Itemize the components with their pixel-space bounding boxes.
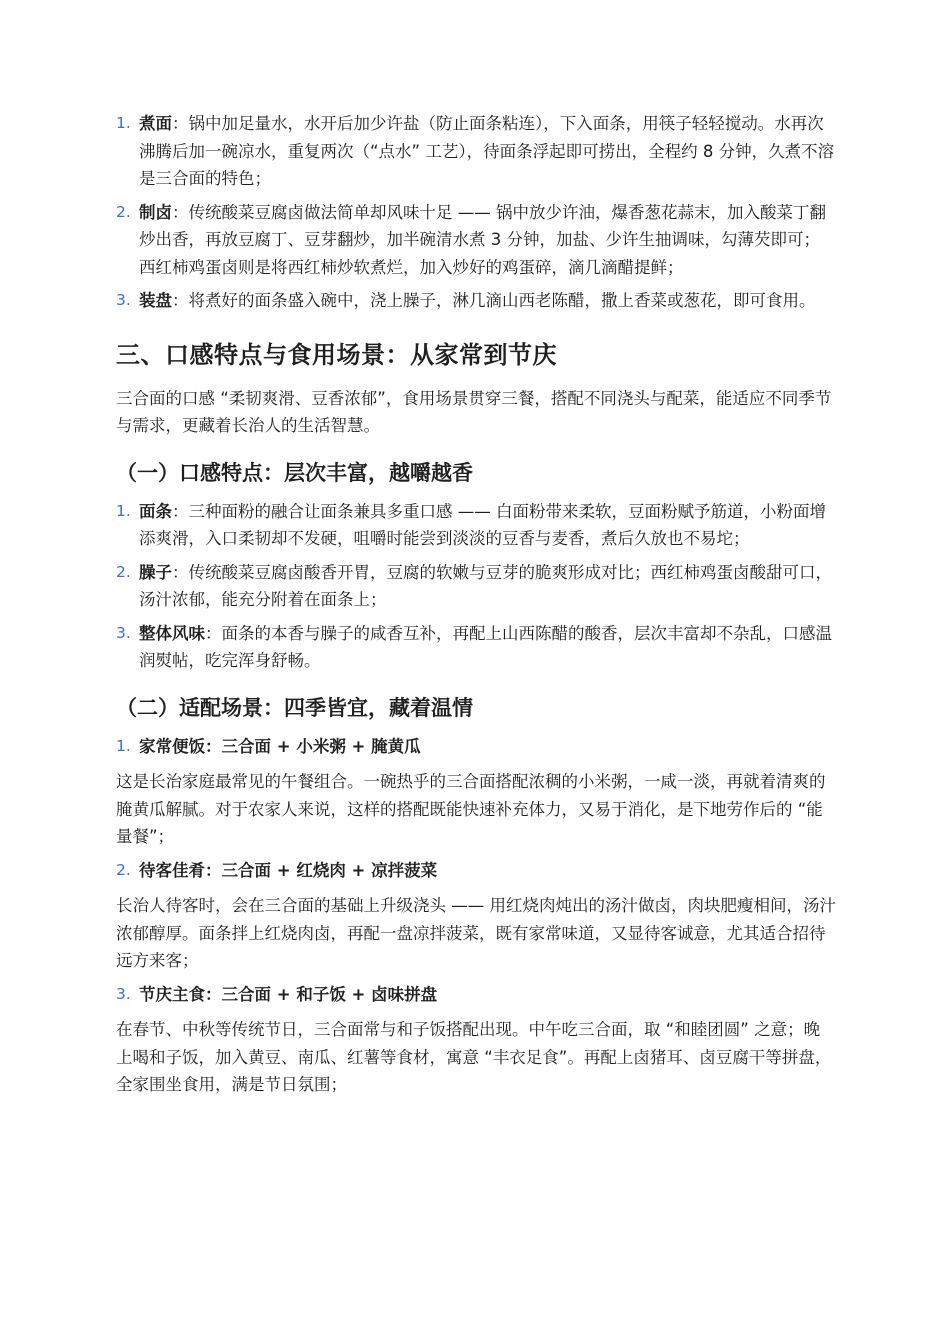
- step-text: ：传统酸菜豆腐卤做法简单却风味十足 —— 锅中放少许油，爆香葱花蒜末，加入酸菜丁翻炒出香，再放豆腐丁、豆芽翻炒，加半碗清水煮 3 分钟，加盐、少许生抽调味，勾薄芡即可；西红柿鸡蛋卤则是将西红柿炒软煮烂，加入炒好的鸡蛋碎，滴几滴醋提鲜；: [139, 202, 826, 277]
- scene-text-home: 这是长治家庭最常见的午餐组合。一碗热乎的三合面搭配浓稠的小米粥，一咸一淡，再就着清爽的腌黄瓜解腻。对于农家人来说，这样的搭配既能快速补充体力，又易于消化，是下地劳作后的 “能量餐”；: [116, 772, 826, 846]
- step-label: 制卤: [139, 202, 172, 222]
- subsection-heading-texture: （一）口感特点：层次丰富，越嚼越香: [116, 460, 473, 485]
- list-number: 2.: [116, 562, 131, 581]
- scene-title: 节庆主食：三合面 + 和子饭 + 卤味拼盘: [139, 984, 438, 1004]
- section-intro: 三合面的口感 “柔韧爽滑、豆香浓郁”，食用场景贯穿三餐，搭配不同浇头与配菜，能适应不同季节与需求，更藏着长治人的生活智慧。: [116, 388, 832, 435]
- texture-item-topping: [116, 559, 836, 614]
- scene-title: 待客佳肴：三合面 + 红烧肉 + 凉拌菠菜: [139, 860, 438, 880]
- scene-title: 家常便饭：三合面 + 小米粥 + 腌黄瓜: [139, 736, 421, 756]
- step-item-plate: [116, 287, 836, 315]
- step-item-boil: [116, 110, 836, 193]
- scene-text-festival: 在春节、中秋等传统节日，三合面常与和子饭搭配出现。中午吃三合面，取 “和睦团圆” 之意；晚上喝和子饭，加入黄豆、南瓜、红薯等食材，寓意 “丰衣足食”。再配上卤猪耳、卤豆腐干等拼盘，全家围坐食用，满是节日氛围；: [116, 1020, 832, 1094]
- item-text: ：面条的本香与臊子的咸香互补，再配上山西陈醋的酸香，层次丰富却不杂乱，口感温润熨帖，吃完浑身舒畅。: [139, 623, 832, 670]
- cooking-steps-list: [116, 110, 836, 315]
- list-number: 1.: [116, 501, 131, 520]
- item-label: 整体风味: [139, 623, 205, 643]
- item-label: 面条: [139, 501, 172, 521]
- scene-heading-guest: [116, 857, 836, 885]
- texture-item-noodle: [116, 498, 836, 553]
- scene-heading-festival: [116, 981, 836, 1009]
- list-number: 1.: [116, 114, 131, 132]
- subsection-heading-scenes: （二）适配场景：四季皆宜，藏着温情: [116, 695, 473, 720]
- item-text: ：三种面粉的融合让面条兼具多重口感 —— 白面粉带来柔软，豆面粉赋予筋道，小粉面增添爽滑，入口柔韧却不发硬，咀嚼时能尝到淡淡的豆香与麦香，煮后久放也不易坨；: [139, 501, 826, 548]
- list-number: 3.: [116, 291, 131, 309]
- step-item-sauce: [116, 199, 836, 282]
- scene-heading-home: [116, 733, 836, 761]
- scene-text-guest: 长治人待客时，会在三合面的基础上升级浇头 —— 用红烧肉炖出的汤汁做卤，肉块肥瘦相间，汤汁浓郁醇厚。面条拌上红烧肉卤，再配一盘凉拌菠菜，既有家常味道，又显待客诚意，尤其适合招待远方来客；: [116, 896, 836, 970]
- step-text: ：锅中加足量水，水开后加少许盐（防止面条粘连），下入面条，用筷子轻轻搅动。水再次沸腾后加一碗凉水，重复两次（“点水” 工艺），待面条浮起即可捞出，全程约 8 分钟，久煮不溶是三合面的特色；: [139, 114, 835, 188]
- list-number: 2.: [116, 202, 131, 221]
- step-text: ：将煮好的面条盛入碗中，浇上臊子，淋几滴山西老陈醋，撒上香菜或葱花，即可食用。: [172, 291, 816, 310]
- section-heading: 三、口感特点与食用场景：从家常到节庆: [116, 340, 557, 369]
- texture-list: [116, 498, 836, 675]
- list-number: 3.: [116, 623, 131, 642]
- step-label: 装盘: [139, 291, 172, 310]
- list-number: 3.: [116, 984, 131, 1003]
- item-text: ：传统酸菜豆腐卤酸香开胃，豆腐的软嫩与豆芽的脆爽形成对比；西红柿鸡蛋卤酸甜可口，汤汁浓郁，能充分附着在面条上；: [139, 562, 832, 609]
- list-number: 2.: [116, 860, 131, 879]
- step-label: 煮面: [139, 114, 172, 133]
- item-label: 臊子: [139, 562, 172, 582]
- texture-item-overall: [116, 620, 836, 675]
- list-number: 1.: [116, 736, 131, 755]
- document-page: [116, 110, 836, 1105]
